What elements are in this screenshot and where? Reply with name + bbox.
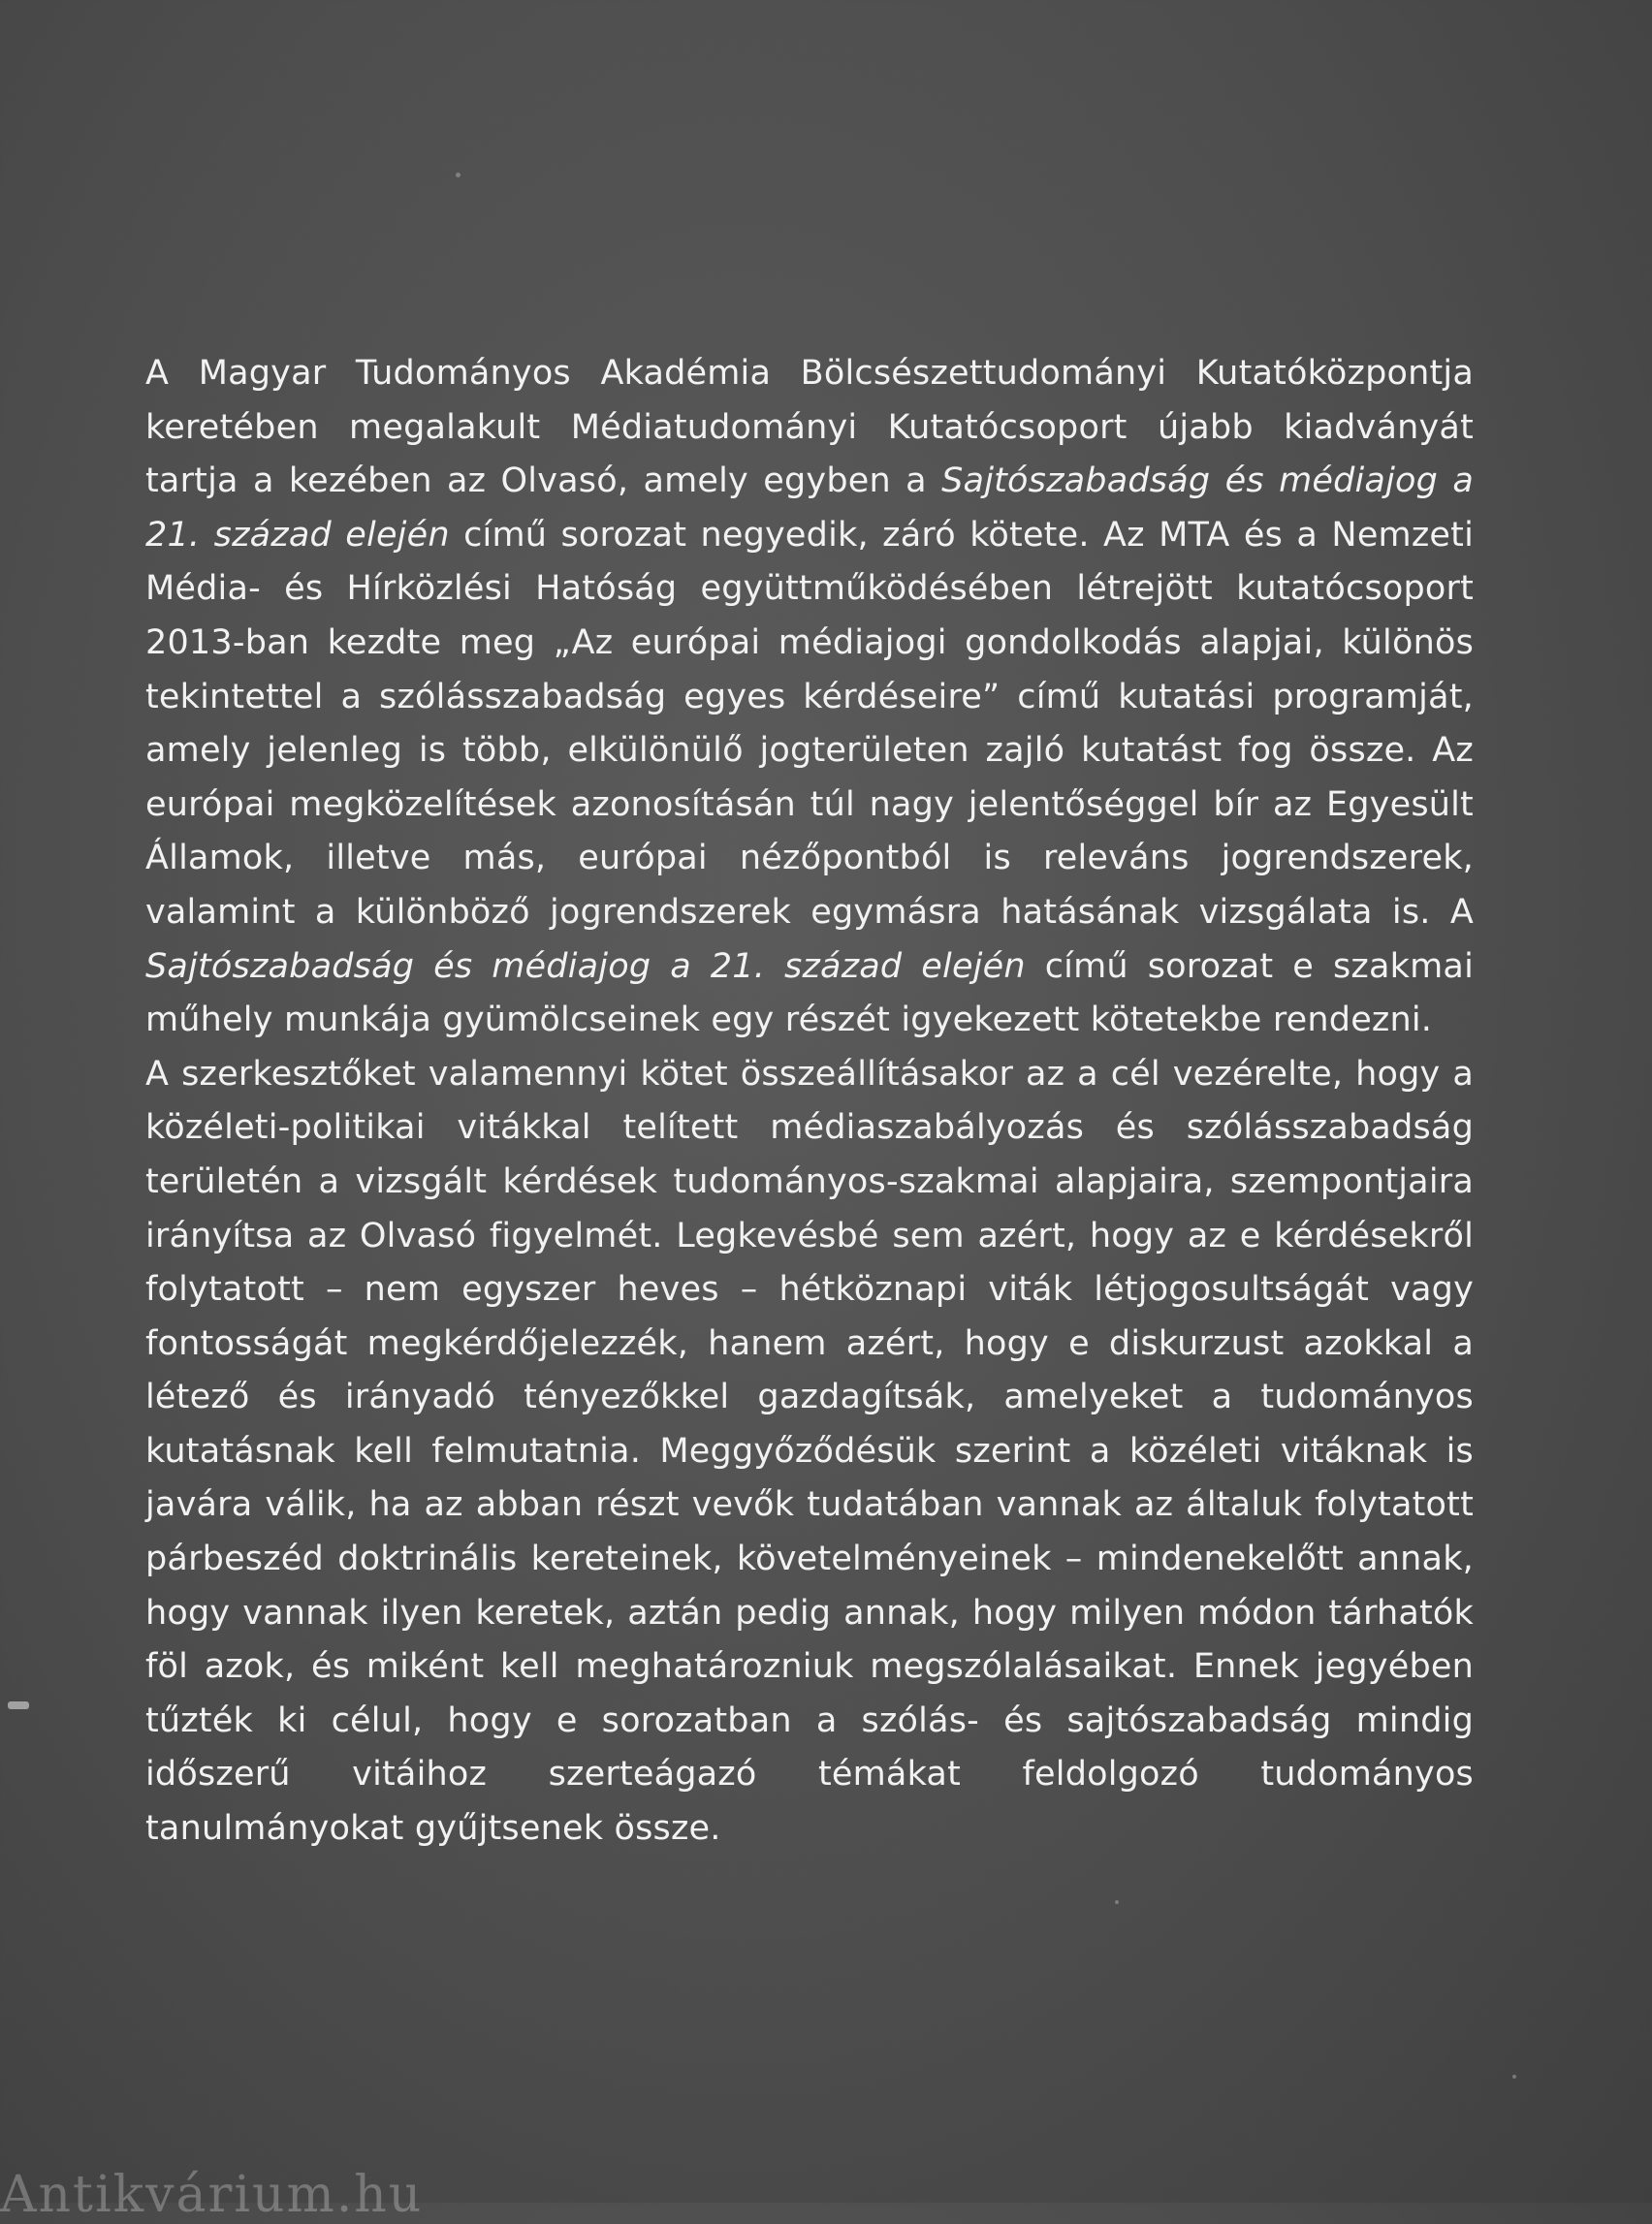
series-title-italic: Sajtószabadság és médiajog a 21. század elején xyxy=(145,946,1026,986)
dust-speck xyxy=(456,173,461,177)
paragraph-2 xyxy=(145,1048,1474,1857)
text-run: című sorozat negyedik, záró kötete. Az MTA és a Nemzeti Média- és Hírközlési Hatóság együttműködésében létrejött kutatócsoport 2013-ban kezdte meg „Az európai médiajogi gondolkodás alapjai, különös tekintettel a szólásszabadság egyes kérdéseire” című kutatási programját, amely jelenleg is több, elkülönülő jogterületen zajló kutatást fog össze. Az európai megközelítések azonosításán túl nagy jelentőséggel bír az Egyesült Államok, illetve más, európai nézőpontból is releváns jogrendszerek, valamint a különböző jogrendszerek egymásra hatásának vizsgálata is. A xyxy=(145,515,1474,932)
blurb-text xyxy=(145,347,1474,1857)
dust-speck xyxy=(1512,2075,1516,2079)
dust-speck xyxy=(1115,1900,1119,1904)
watermark: Antikvárium.hu xyxy=(0,2166,424,2224)
series-title-italic: Sajtószabadság és médiajog a 21. század elején xyxy=(145,461,1474,555)
text-run: című sorozat e szakmai műhely munkája gyümölcseinek egy részét igyekezett kötetekbe rendezni. xyxy=(145,946,1474,1040)
dust-speck xyxy=(8,1701,29,1709)
text-run: A szerkesztőket valamennyi kötet összeállításakor az a cél vezérelte, hogy a közéleti-politikai vitákkal telített médiaszabályozás és szólásszabadság területén a vizsgált kérdések tudományos-szakmai alapjaira, szempontjaira irányítsa az Olvasó figyelmét. Legkevésbé sem azért, hogy az e kérdésekről folytatott – nem egyszer heves – hétköznapi viták létjogosultságát vagy fontosságát megkérdőjelezzék, hanem azért, hogy e diskurzust azokkal a létező és irányadó tényezőkkel gazdagítsák, amelyeket a tudományos kutatásnak kell felmutatnia. Meggyőződésük szerint a közéleti vitáknak is javára válik, ha az abban részt vevők tudatában vannak az általuk folytatott párbeszéd doktrinális kereteinek, követelményeinek – mindenekelőtt annak, hogy vannak ilyen keretek, aztán pedig annak, hogy milyen módon tárhatók föl azok, és miként kell meghatározniuk megszólalásaikat. Ennek jegyében tűzték ki célul, hogy e sorozatban a szólás- és sajtószabadság mindig időszerű vitáihoz szerteágazó témákat feldolgozó tudományos tanulmányokat gyűjtsenek össze. xyxy=(145,1054,1474,1849)
paragraph-1 xyxy=(145,347,1474,1048)
text-run: A Magyar Tudományos Akadémia Bölcsészettudományi Kutatóközpontja keretében megalakult Médiatudományi Kutatócsoport újabb kiadványát tartja a kezében az Olvasó, amely egyben a xyxy=(145,354,1474,501)
